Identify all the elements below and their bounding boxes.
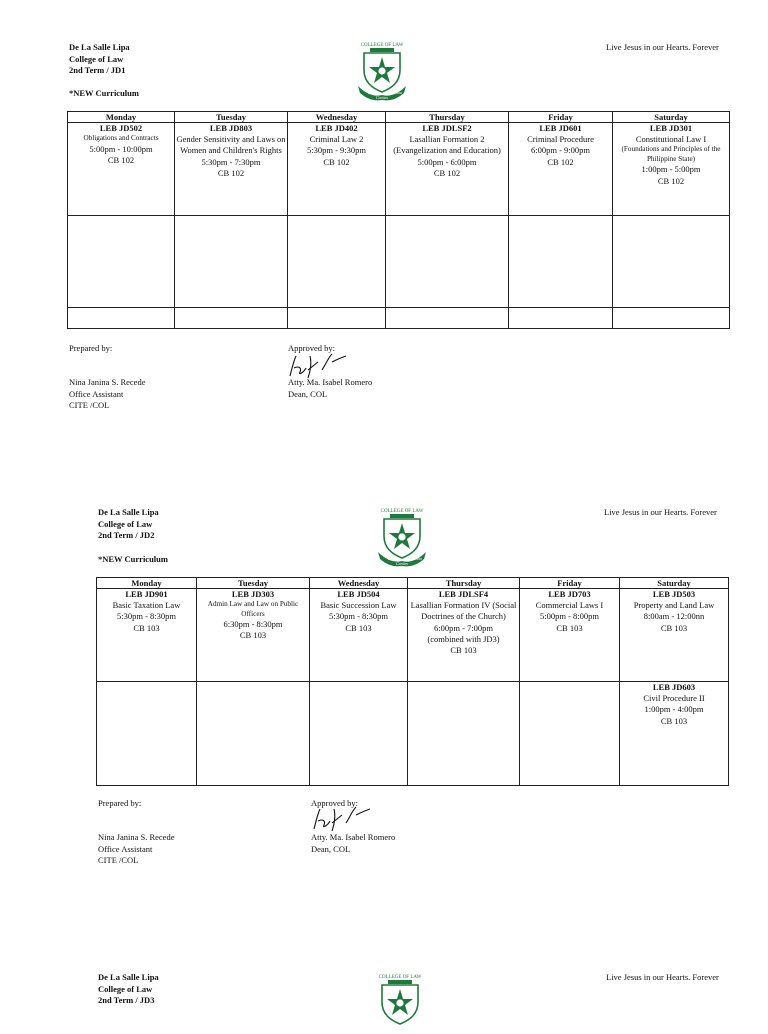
course-room: CB 102 <box>547 156 574 167</box>
course-time: 5:00pm - 8:00pm <box>539 611 600 622</box>
day-header: Saturday <box>613 112 730 123</box>
course-subtitle: (Foundations and Principles of the Philippine State) <box>621 145 721 163</box>
day-header: Wednesday <box>288 112 386 123</box>
course-note: (combined with JD3) <box>427 633 500 644</box>
svg-text:Caritas: Caritas <box>375 95 389 100</box>
course-time: 5:30pm - 9:30pm <box>306 145 367 156</box>
approver-title: Dean, COL <box>288 388 328 399</box>
course-code: LEB JD303 <box>231 589 275 599</box>
course-title: Criminal Law 2 <box>309 134 364 145</box>
school-name: De La Salle Lipa <box>69 42 130 52</box>
course-room: CB 102 <box>657 175 685 186</box>
college-seal-logo <box>374 972 426 1034</box>
course-time: 5:30pm - 8:30pm <box>116 611 177 622</box>
approved-by-block <box>311 832 395 855</box>
course-title: Lasallian Formation IV (Social Doctrines of the Church) <box>410 600 517 622</box>
day-header: Tuesday <box>197 578 310 589</box>
preparer-title: Office Assistant <box>98 843 153 854</box>
course-title: Basic Taxation Law <box>112 600 181 611</box>
school-name: De La Salle Lipa <box>98 972 159 982</box>
day-header-row <box>68 112 730 123</box>
course-code: LEB JD503 <box>652 589 696 599</box>
course-code: LEB JD703 <box>548 589 591 599</box>
approved-label: Approved by: <box>311 798 358 808</box>
course-room: CB 102 <box>323 156 350 167</box>
class-cell <box>613 123 730 216</box>
header-block <box>98 507 159 542</box>
class-row <box>68 123 730 216</box>
college-name: College of Law <box>69 53 124 64</box>
svg-text:Scientia: Scientia <box>389 90 402 95</box>
course-time: 5:00pm - 10:00pm <box>89 143 153 154</box>
preparer-name: Nina Janina S. Recede <box>69 377 146 387</box>
course-time: 5:00pm - 6:00pm <box>417 156 477 167</box>
preparer-dept: CITE /COL <box>98 855 139 866</box>
course-room: CB 103 <box>660 715 688 726</box>
approver-name: Atty. Ma. Isabel Romero <box>311 832 396 842</box>
class-cell <box>408 589 520 682</box>
day-header: Monday <box>97 578 197 589</box>
term-label: 2nd Term / JD3 <box>98 995 155 1006</box>
prepared-by-block <box>98 832 174 867</box>
course-room: CB 102 <box>217 167 245 178</box>
day-header: Friday <box>509 112 613 123</box>
class-cell <box>310 589 408 682</box>
preparer-title: Office Assistant <box>69 388 124 399</box>
course-room: CB 103 <box>660 622 688 633</box>
course-room: CB 103 <box>133 622 160 633</box>
course-title: Property and Land Law <box>633 600 715 611</box>
motto: Live Jesus in our Hearts. Forever <box>606 972 719 982</box>
course-time: 6:30pm - 8:30pm <box>223 619 283 630</box>
course-code: LEB JDLSF4 <box>438 589 489 599</box>
course-code: LEB JD504 <box>337 589 380 599</box>
approver-name: Atty. Ma. Isabel Romero <box>288 377 373 387</box>
course-code: LEB JD301 <box>649 123 693 133</box>
course-code: LEB JD601 <box>539 123 582 133</box>
class-cell <box>520 589 620 682</box>
course-code: LEB JD402 <box>315 123 358 133</box>
class-cell <box>68 123 175 216</box>
svg-text:Scientia: Scientia <box>409 556 422 561</box>
approved-label: Approved by: <box>288 343 335 353</box>
course-time: 1:00pm - 4:00pm <box>644 704 704 715</box>
schedule-table <box>96 577 729 786</box>
course-code: LEB JDLSF2 <box>422 123 472 133</box>
day-header: Thursday <box>386 112 509 123</box>
preparer-name: Nina Janina S. Recede <box>98 832 175 842</box>
course-time: 1:00pm - 5:00pm <box>641 164 701 175</box>
course-code: LEB JD901 <box>125 589 168 599</box>
course-code: LEB JD603 <box>652 682 696 692</box>
course-time: 8:00am - 12:00nn <box>643 611 705 622</box>
course-title: Gender Sensitivity and Laws on Women and Children's Rights <box>176 134 286 156</box>
day-header: Thursday <box>408 578 520 589</box>
school-name: De La Salle Lipa <box>98 507 159 517</box>
class-row <box>97 589 729 682</box>
course-code: LEB JD803 <box>209 123 253 133</box>
course-title: Admin Law and Law on Public Officers <box>207 600 299 618</box>
course-time: 5:30pm - 7:30pm <box>201 156 261 167</box>
svg-text:Caritas: Caritas <box>395 561 409 566</box>
class-cell <box>197 589 310 682</box>
college-name: College of Law <box>98 983 153 994</box>
empty-row <box>68 308 730 329</box>
svg-text:COLLEGE OF LAW: COLLEGE OF LAW <box>378 975 422 980</box>
day-header: Monday <box>68 112 175 123</box>
course-room: CB 102 <box>107 154 135 165</box>
class-cell <box>620 682 729 786</box>
svg-text:COLLEGE OF LAW: COLLEGE OF LAW <box>360 43 404 48</box>
curriculum-label: *NEW Curriculum <box>69 88 139 98</box>
approver-title: Dean, COL <box>311 843 351 854</box>
course-time: 5:30pm - 8:30pm <box>328 611 389 622</box>
class-cell <box>620 589 729 682</box>
approved-by-block <box>288 377 372 400</box>
course-title: Basic Succession Law <box>320 600 397 611</box>
course-title: Commercial Laws I <box>535 600 604 611</box>
empty-row <box>68 216 730 308</box>
preparer-dept: CITE /COL <box>69 400 110 411</box>
svg-text:Fides: Fides <box>368 90 377 95</box>
course-time: 6:00pm - 9:00pm <box>530 145 591 156</box>
day-header: Tuesday <box>175 112 288 123</box>
class-cell <box>97 589 197 682</box>
college-seal-logo <box>376 506 428 568</box>
course-title: Criminal Procedure <box>527 134 594 145</box>
prepared-label: Prepared by: <box>69 343 113 353</box>
day-header: Friday <box>520 578 620 589</box>
class-cell <box>386 123 509 216</box>
curriculum-label: *NEW Curriculum <box>98 554 168 564</box>
course-title: Obligations and Contracts <box>83 134 159 143</box>
class-cell <box>509 123 613 216</box>
motto: Live Jesus in our Hearts. Forever <box>604 507 717 517</box>
class-cell <box>288 123 386 216</box>
signature-image <box>308 803 388 835</box>
course-title: Civil Procedure II <box>643 693 705 704</box>
term-label: 2nd Term / JD1 <box>69 65 126 76</box>
svg-text:Fides: Fides <box>388 556 397 561</box>
term-label: 2nd Term / JD2 <box>98 530 155 541</box>
college-name: College of Law <box>98 518 153 529</box>
course-room: CB 103 <box>239 630 267 641</box>
course-room: CB 103 <box>556 622 583 633</box>
header-block <box>69 42 130 77</box>
college-seal-logo <box>356 40 408 102</box>
course-room: CB 103 <box>345 622 372 633</box>
day-header: Wednesday <box>310 578 408 589</box>
course-room: CB 103 <box>450 645 477 656</box>
prepared-by-block <box>69 377 145 412</box>
day-header-row <box>97 578 729 589</box>
motto: Live Jesus in our Hearts. Forever <box>606 42 719 52</box>
day-header: Saturday <box>620 578 729 589</box>
course-code: LEB JD502 <box>99 123 143 133</box>
class-row <box>97 682 729 786</box>
schedule-table <box>67 111 730 329</box>
course-time: 6:00pm - 7:00pm <box>433 622 494 633</box>
course-title: Lasallian Formation 2 (Evangelization and Education) <box>393 134 501 156</box>
course-room: CB 102 <box>433 167 461 178</box>
class-cell <box>175 123 288 216</box>
course-title: Constitutional Law I <box>635 134 707 145</box>
svg-text:COLLEGE OF LAW: COLLEGE OF LAW <box>380 509 424 514</box>
prepared-label: Prepared by: <box>98 798 142 808</box>
header-block <box>98 972 159 1007</box>
